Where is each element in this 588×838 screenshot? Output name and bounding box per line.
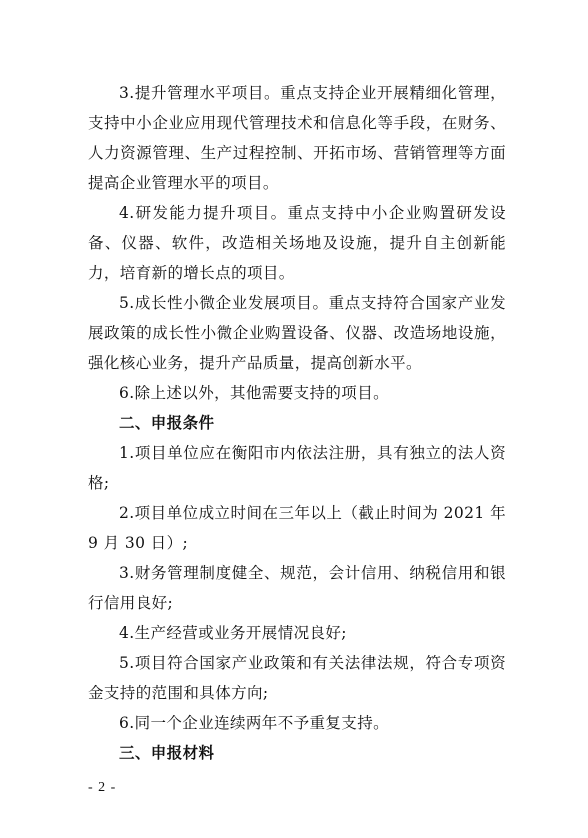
condition-item-3: 3.财务管理制度健全、规范，会计信用、纳税信用和银行信用良好; — [88, 564, 506, 612]
paragraph-item-3: 3.提升管理水平项目。重点支持企业开展精细化管理，支持中小企业应用现代管理技术和信息化等手段，在财务、人力资源管理、生产过程控制、开拓市场、营销管理等方面提高企业管理水平的项目。 — [88, 84, 506, 192]
section-heading-application-materials: 三、申报材料 — [119, 744, 215, 762]
condition-item-4: 4.生产经营或业务开展情况良好; — [119, 624, 347, 642]
condition-item-1: 1.项目单位应在衡阳市内依法注册，具有独立的法人资格; — [88, 444, 506, 492]
paragraph-item-6: 6.除上述以外，其他需要支持的项目。 — [119, 384, 389, 402]
paragraph-item-5: 5.成长性小微企业发展项目。重点支持符合国家产业发展政策的成长性小微企业购置设备、仪器、改造场地设施，强化核心业务，提升产品质量，提高创新水平。 — [88, 294, 506, 372]
section-heading-application-conditions: 二、申报条件 — [119, 414, 215, 432]
condition-item-2: 2.项目单位成立时间在三年以上（截止时间为 2021 年 9 月 30 日）; — [88, 504, 506, 552]
condition-item-5: 5.项目符合国家产业政策和有关法律法规，符合专项资金支持的范围和具体方向; — [88, 654, 506, 702]
body-text — [88, 78, 506, 768]
paragraph-item-4: 4.研发能力提升项目。重点支持中小企业购置研发设备、仪器、软件，改造相关场地及设施，提升自主创新能力，培育新的增长点的项目。 — [88, 204, 506, 282]
page-number: - 2 - — [88, 780, 117, 795]
condition-item-6: 6.同一个企业连续两年不予重复支持。 — [119, 714, 389, 732]
